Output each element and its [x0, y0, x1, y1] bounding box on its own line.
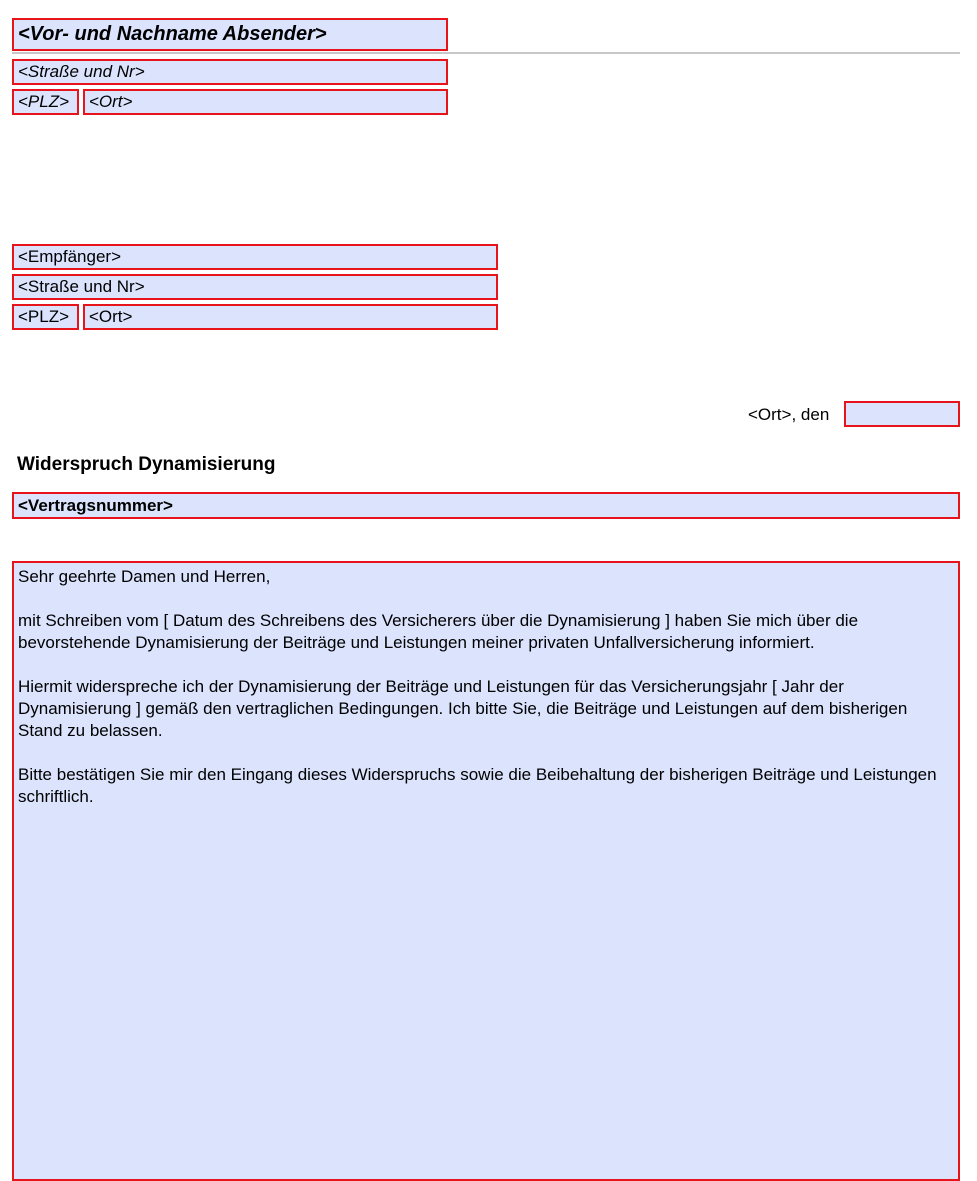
recipient-street-text: <Straße und Nr> — [18, 277, 145, 296]
letter-paragraph-3: Bitte bestätigen Sie mir den Eingang dieses Widerspruchs sowie die Beibehaltung der bisherigen Beiträge und Leistungen schriftlich. — [18, 765, 937, 806]
sender-zip-text: <PLZ> — [18, 92, 70, 111]
sender-city-text: <Ort> — [89, 92, 133, 111]
contract-number-text: <Vertragsnummer> — [18, 496, 173, 515]
date-line-prefix: <Ort>, den — [748, 405, 830, 424]
sender-street-text: <Straße und Nr> — [18, 62, 145, 81]
sender-street-field[interactable] — [12, 59, 448, 85]
letter-paragraph-2: Hiermit widerspreche ich der Dynamisierung der Beiträge und Leistungen für das Versicherungsjahr [ Jahr der Dynamisierung ] gemäß den vertraglichen Bedingungen. Ich bitte Sie, die Beiträge und Leistungen auf dem bisherigen Stand zu belassen. — [18, 677, 908, 740]
sender-name-text: <Vor- und Nachname Absender> — [18, 23, 327, 45]
letter-body-field[interactable] — [12, 561, 960, 1181]
letter-paragraph-1: mit Schreiben vom [ Datum des Schreibens des Versicherers über die Dynamisierung ] haben Sie mich über die bevorstehende Dynamisierung der Beiträge und Leistungen meiner privaten Unfallversicherung informiert. — [18, 611, 859, 652]
recipient-zip-text: <PLZ> — [18, 307, 70, 326]
sender-name-field[interactable] — [12, 18, 448, 51]
date-field[interactable] — [844, 401, 960, 427]
recipient-street-field[interactable] — [12, 274, 498, 300]
recipient-city-field[interactable] — [83, 304, 498, 330]
recipient-zip-field[interactable] — [12, 304, 79, 330]
sender-separator-line — [12, 52, 960, 54]
contract-number-field[interactable] — [12, 492, 960, 519]
sender-city-field[interactable] — [83, 89, 448, 115]
subject-heading: Widerspruch Dynamisierung — [17, 454, 276, 475]
recipient-city-text: <Ort> — [89, 307, 133, 326]
recipient-name-text: <Empfänger> — [18, 247, 122, 266]
sender-zip-field[interactable] — [12, 89, 79, 115]
letter-salutation: Sehr geehrte Damen und Herren, — [18, 567, 271, 586]
recipient-name-field[interactable] — [12, 244, 498, 270]
